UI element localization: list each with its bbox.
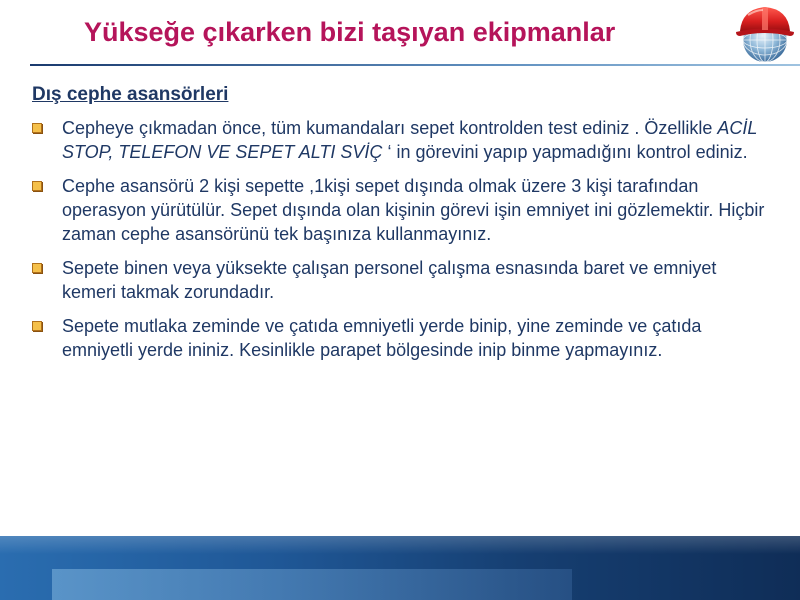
bullet-text: Cephe asansörü 2 kişi sepette ,1kişi sepet dışında olmak üzere 3 kişi tarafından operasyon yürütülür. Sepet dışında olan kişinin görevi işin emniyet ini gözlemektir. Hiçbir zaman cephe asansörünü tek başınıza kullanmayınız. [62, 176, 765, 244]
slide-title: Yükseğe çıkarken bizi taşıyan ekipmanlar [84, 17, 616, 47]
bullet-item [30, 314, 775, 362]
bullet-text: Sepete mutlaka zeminde ve çatıda emniyetli yerde binip, yine zeminde ve çatıda emniyetli yerde ininiz. Kesinlikle parapet bölgesinde inip binme yapmayınız. [62, 316, 702, 360]
section-subheading: Dış cephe asansörleri [32, 84, 229, 105]
bullet-text: Sepete binen veya yüksekte çalışan personel çalışma esnasında baret ve emniyet kemeri takmak zorundadır. [62, 258, 717, 302]
bullet-item [30, 116, 775, 164]
bullet-text: Cepheye çıkmadan önce, tüm kumandaları sepet kontrolden test ediniz . Özellikle [62, 118, 718, 138]
footer-inner-panel [52, 569, 572, 600]
square-bullet-icon [32, 123, 42, 133]
square-bullet-icon [32, 181, 42, 191]
hard-hat-globe-icon [732, 1, 798, 67]
square-bullet-icon [32, 321, 42, 331]
content-area [30, 82, 775, 372]
title-divider [30, 64, 800, 66]
bullet-text-continued: ‘ in görevini yapıp yapmadığını kontrol ediniz. [382, 142, 748, 162]
footer-sheen [0, 536, 800, 554]
bullet-emphasis: ACİL STOP, TELEFON VE SEPET ALTI SVİÇ [62, 118, 758, 162]
bullet-item [30, 256, 775, 304]
square-bullet-icon [32, 263, 42, 273]
bullet-item [30, 174, 775, 246]
bullet-list [30, 116, 775, 362]
